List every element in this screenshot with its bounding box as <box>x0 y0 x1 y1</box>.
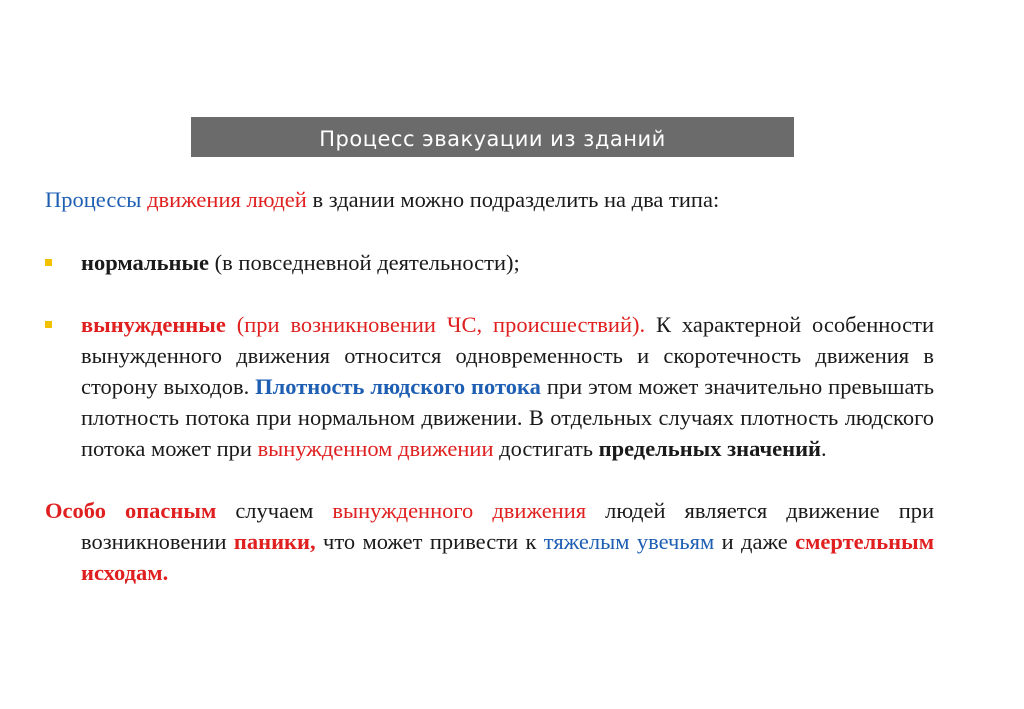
intro-processes: Процессы <box>45 187 142 212</box>
forced-term: вынужденные <box>81 312 226 337</box>
bullet-square-icon <box>45 321 52 328</box>
normal-desc: (в повседневной деятельности); <box>214 250 520 275</box>
warning-forced-term: вынужденного движения <box>332 498 587 523</box>
forced-dot: . <box>821 436 827 461</box>
slide-content <box>45 184 934 588</box>
forced-text-1: К характерной особенности вынужденного движения относится одновременность и скоротечность движения в сторону выходов. <box>81 312 934 399</box>
density-term: Плотность людского потока <box>255 374 541 399</box>
forced-movement-term: вынужденном движении <box>257 436 494 461</box>
warning-text-4: и даже <box>721 529 788 554</box>
intro-people-movement: движения людей <box>147 187 307 212</box>
deaths-term: смертельным исходам. <box>81 529 935 585</box>
warning-text-2: людей является движение при возникновении <box>81 498 935 554</box>
normal-term: нормальные <box>81 250 210 275</box>
slide-title: Процесс эвакуации из зданий <box>191 117 794 157</box>
intro-text: в здании можно подразделить на два типа: <box>312 187 720 212</box>
warning-text-3: что может привести к <box>323 529 537 554</box>
injuries-term: тяжелым увечьям <box>543 529 715 554</box>
warning-text-1: случаем <box>235 498 314 523</box>
bullet-item-forced <box>45 309 934 464</box>
panic-term: паники, <box>233 529 316 554</box>
danger-term: Особо опасным <box>45 498 217 523</box>
limit-values-term: предельных значений <box>598 436 822 461</box>
forced-text-2: при этом может значительно превышать плотность потока при нормальном движении. В отдельных случаях плотность людского потока может при <box>81 374 934 461</box>
forced-paren: (при возникновении ЧС, происшествий). <box>236 312 646 337</box>
forced-text-3: достигать <box>499 436 594 461</box>
intro-paragraph <box>45 184 934 215</box>
bullet-square-icon <box>45 259 52 266</box>
bullet-item-normal <box>45 247 934 278</box>
warning-paragraph <box>45 495 934 588</box>
